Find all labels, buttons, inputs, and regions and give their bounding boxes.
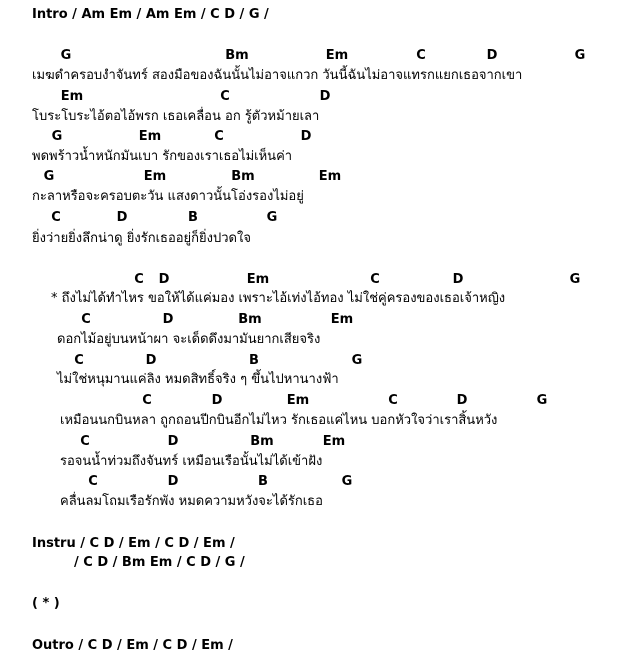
chorus-chord: C — [74, 353, 84, 368]
verse-lyric-line: โบระโบระไอ้ตอไอ้พรก เธอเคลื่อน อก รู้ตัวหม้ายเลา — [32, 109, 320, 124]
verse-chord: Em — [318, 169, 342, 184]
verse-lyric-line: เมฆดำครอบงำจันทร์ สองมือของฉันนั้นไม่อาจแกวก วันนี้ฉันไม่อาจแทรกแยกเธอจากเขา — [32, 68, 523, 83]
chorus-chord: Em — [286, 393, 310, 408]
verse-chord: Em — [143, 169, 167, 184]
chorus-chord: Em — [246, 272, 270, 287]
chorus-chord: Bm — [238, 312, 262, 327]
chorus-chord: G — [536, 393, 548, 408]
chorus-chord: D — [452, 272, 464, 287]
chorus-lyric-line: * ถึงไม่ได้ทำไหร ขอให้ได้แค่มอง เพราะไอ้เท่งไอ้ทอง ไม่ใช่คู่ครองของเธอเจ้าหญิง — [51, 291, 506, 306]
chorus-lyric-line: ดอกไม้อยู่บนหน้าผา จะเด็ดดึงมามันยากเสียจริง — [57, 332, 321, 347]
chorus-chord: C — [370, 272, 380, 287]
verse-chord: G — [43, 169, 55, 184]
instru-line-2: / C D / Bm Em / C D / G / — [74, 555, 245, 570]
chorus-chord: C — [88, 474, 98, 489]
chorus-chord: D — [167, 434, 179, 449]
verse-chord: D — [486, 48, 498, 63]
verse-chord: C — [214, 129, 224, 144]
chorus-lyric-line: รอจนน้ำท่วมถึงจันทร์ เหมือนเรือนั้นไม่ได้เข้าฝัง — [60, 454, 323, 469]
intro-chords: / Am Em / Am Em / C D / G / — [67, 7, 269, 22]
verse-chord: B — [188, 210, 198, 225]
chorus-chord: C — [80, 434, 90, 449]
chorus-chord: C — [81, 312, 91, 327]
chorus-chord: D — [211, 393, 223, 408]
chorus-chord: Em — [330, 312, 354, 327]
verse-chord: D — [116, 210, 128, 225]
chorus-lyric-line: คลื่นลมโถมเรือรักพัง หมดความหวังจะได้รักเธอ — [60, 494, 323, 509]
chorus-chord: C — [134, 272, 144, 287]
chorus-chord: D — [158, 272, 170, 287]
verse-chord: G — [266, 210, 278, 225]
verse-chord: G — [574, 48, 586, 63]
verse-chord: D — [319, 89, 331, 104]
verse-lyric-line: พดพร้าวน้ำหนักมันเบา รักของเราเธอไม่เห็นค่า — [32, 149, 293, 164]
chorus-lyric-line: ไม่ใช่หนุมานแค่ลิง หมดสิทธิ์จริง ๆ ขึ้นไปหานางฟ้า — [57, 372, 339, 387]
chorus-chord: G — [341, 474, 353, 489]
verse-lyric-line: กะลาหรือจะครอบตะวัน แสงดาวนั้นโอ่งรองไม่อยู่ — [32, 189, 304, 204]
verse-chord: D — [300, 129, 312, 144]
intro-label: Intro — [32, 7, 68, 22]
verse-chord: G — [60, 48, 72, 63]
chorus-chord: D — [456, 393, 468, 408]
verse-chord: C — [220, 89, 230, 104]
verse-chord: C — [416, 48, 426, 63]
chorus-chord: C — [142, 393, 152, 408]
chorus-chord: G — [569, 272, 581, 287]
intro-line — [32, 7, 269, 23]
chorus-chord: D — [167, 474, 179, 489]
instru-label: Instru — [32, 536, 76, 551]
chorus-chord: G — [351, 353, 363, 368]
chorus-chord: D — [162, 312, 174, 327]
chorus-lyric-line: เหมือนนกบินหลา ถูกถอนปีกบินอีกไม่ไหว รักเธอแค่ไหน บอกหัวใจว่าเราสิ้นหวัง — [60, 413, 498, 428]
chorus-chord: B — [258, 474, 268, 489]
outro-line — [32, 638, 233, 654]
verse-chord: C — [51, 210, 61, 225]
chorus-chord: D — [145, 353, 157, 368]
verse-chord: Bm — [231, 169, 255, 184]
verse-chord: Bm — [225, 48, 249, 63]
verse-lyric-line: ยิ่งว่ายยิ่งลึกน่าดู ยิ่งรักเธออยู่ก็ยิ่งปวดใจ — [32, 231, 251, 246]
verse-chord: Em — [138, 129, 162, 144]
verse-chord: Em — [60, 89, 84, 104]
instru-line-1 — [32, 536, 235, 552]
chorus-repeat-marker: ( * ) — [32, 596, 60, 611]
chorus-chord: Bm — [250, 434, 274, 449]
outro-chords: / C D / Em / C D / Em / — [73, 638, 233, 653]
chorus-chord: B — [249, 353, 259, 368]
chorus-chord: C — [388, 393, 398, 408]
instru-chords-1: / C D / Em / C D / Em / — [75, 536, 235, 551]
verse-chord: Em — [325, 48, 349, 63]
outro-label: Outro — [32, 638, 74, 653]
verse-chord: G — [51, 129, 63, 144]
chorus-chord: Em — [322, 434, 346, 449]
